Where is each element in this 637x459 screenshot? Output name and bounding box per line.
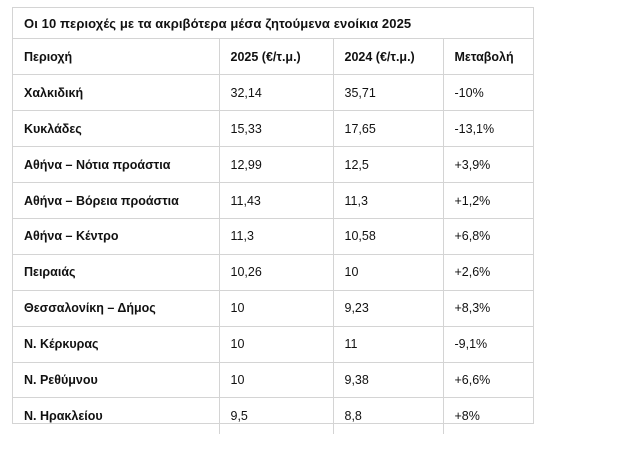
- cell-2025: 10: [219, 326, 333, 362]
- cell-2025: 10,26: [219, 254, 333, 290]
- cell-region: Ν. Ηρακλείου: [13, 398, 219, 434]
- table-row: [13, 362, 533, 398]
- cell-change: +6,6%: [443, 362, 533, 398]
- cell-2024: 9,38: [333, 362, 443, 398]
- cell-change: +2,6%: [443, 254, 533, 290]
- cell-2025: 9,5: [219, 398, 333, 434]
- column-header-change: Μεταβολή: [443, 39, 533, 75]
- header-row: [13, 39, 533, 75]
- cell-region: Αθήνα – Κέντρο: [13, 218, 219, 254]
- cell-region: Αθήνα – Νότια προάστια: [13, 147, 219, 183]
- cell-2024: 9,23: [333, 290, 443, 326]
- table-row: [13, 290, 533, 326]
- cell-2024: 10: [333, 254, 443, 290]
- cell-change: -9,1%: [443, 326, 533, 362]
- table-row: [13, 75, 533, 111]
- cell-change: -10%: [443, 75, 533, 111]
- table-row: [13, 111, 533, 147]
- column-header-region: Περιοχή: [13, 39, 219, 75]
- table-title: Οι 10 περιοχές με τα ακριβότερα μέσα ζητούμενα ενοίκια 2025: [13, 8, 533, 39]
- cell-region: Πειραιάς: [13, 254, 219, 290]
- column-header-2024: 2024 (€/τ.μ.): [333, 39, 443, 75]
- cell-region: Θεσσαλονίκη – Δήμος: [13, 290, 219, 326]
- cell-change: +3,9%: [443, 147, 533, 183]
- cell-2024: 8,8: [333, 398, 443, 434]
- cell-2024: 17,65: [333, 111, 443, 147]
- table-body: [13, 75, 533, 434]
- cell-change: +1,2%: [443, 183, 533, 219]
- cell-change: -13,1%: [443, 111, 533, 147]
- cell-change: +8%: [454, 409, 480, 424]
- cell-region: Χαλκιδική: [13, 75, 219, 111]
- column-header-2025: 2025 (€/τ.μ.): [219, 39, 333, 75]
- cell-2024: 12,5: [333, 147, 443, 183]
- table-row: [13, 254, 533, 290]
- cell-2024: 10,58: [333, 218, 443, 254]
- cell-2025: 10: [219, 362, 333, 398]
- cell-change: +6,8%: [443, 218, 533, 254]
- cell-region: Αθήνα – Βόρεια προάστια: [13, 183, 219, 219]
- cell-region: Κυκλάδες: [13, 111, 219, 147]
- cell-2025: 11,3: [219, 218, 333, 254]
- data-table: [13, 39, 533, 434]
- cell-region: Ν. Ρεθύμνου: [13, 362, 219, 398]
- table-row: [13, 147, 533, 183]
- cell-2025: 11,43: [219, 183, 333, 219]
- cell-change: +8,3%: [443, 290, 533, 326]
- table-row: [13, 183, 533, 219]
- cell-2025: 32,14: [219, 75, 333, 111]
- cell-2025: 10: [219, 290, 333, 326]
- cell-region: Ν. Κέρκυρας: [13, 326, 219, 362]
- table-row: [13, 326, 533, 362]
- table-row: [13, 218, 533, 254]
- rent-table: [12, 7, 534, 424]
- cell-2025: 15,33: [219, 111, 333, 147]
- cell-2024: 11: [333, 326, 443, 362]
- cell-2024: 11,3: [333, 183, 443, 219]
- table-row: [13, 398, 533, 434]
- cell-2024: 35,71: [333, 75, 443, 111]
- cell-2025: 12,99: [219, 147, 333, 183]
